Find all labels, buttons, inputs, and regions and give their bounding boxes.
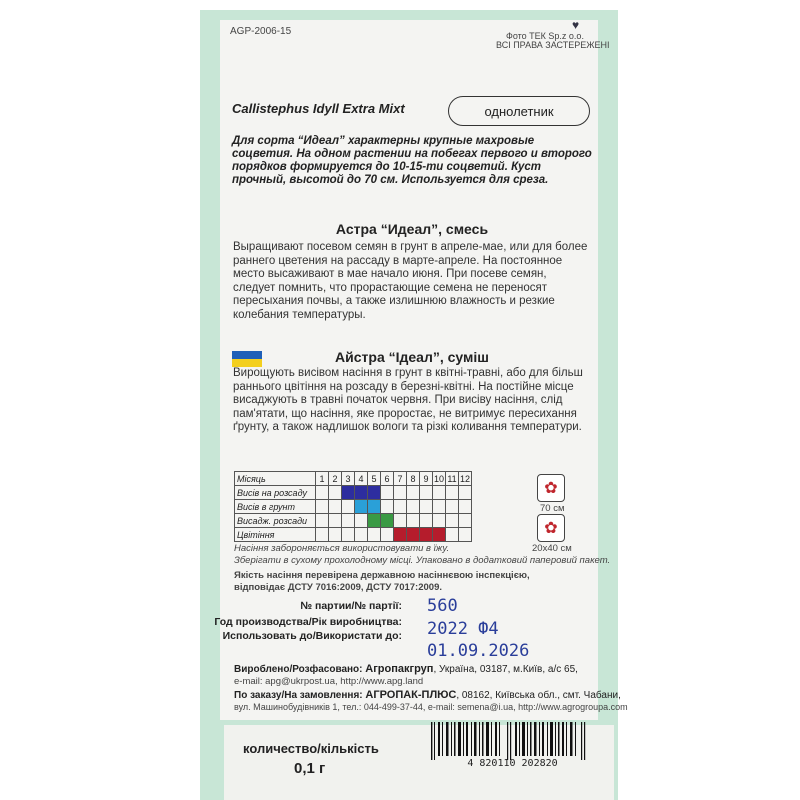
batch-value: 560 xyxy=(427,596,458,616)
ua-title: Айстра “Ідеал”, суміш xyxy=(335,349,489,365)
customer-line-1 xyxy=(234,689,621,701)
calendar-header: Місяць xyxy=(235,472,316,486)
calendar-row-label: Висів на розсаду xyxy=(235,486,316,500)
note-line-4: відповідає ДСТУ 7016:2009, ДСТУ 7017:2009. xyxy=(234,582,442,593)
month-cell: 12 xyxy=(459,473,470,484)
producer-line-1 xyxy=(234,663,578,675)
month-cell: 3 xyxy=(342,472,355,486)
use-until-label: Использовать до/Використати до: xyxy=(222,630,402,642)
annual-badge: однолетник xyxy=(448,96,590,126)
year-value: 2022 Ф4 xyxy=(427,619,499,639)
sowing-calendar xyxy=(234,471,472,542)
ua-description: Вирощують висівом насіння в грунт в квітні-травні, або для більш раннього цвітіння на розсаду в березні-квітні. На постійне місце висаджують в травні початок червня. При висіву насіння, слід пам'ятати, що насіння, яке проростає, не витримує пересихання ґрунту, а також надлишок вологи та різкі коливання температури. xyxy=(233,367,583,433)
intro-text: Для сорта “Идеал” характерны крупные махровые соцветия. На одном растении на побегах первого и второго порядков формируется до 10-15-ти соцветий. Куст прочный, высотой до 70 см. Используется для среза. xyxy=(232,135,592,186)
month-cell: 6 xyxy=(381,472,394,486)
customer-label: По заказу/На замовлення: xyxy=(234,690,363,701)
month-cell: 10 xyxy=(433,473,444,484)
use-until-value: 01.09.2026 xyxy=(427,641,530,661)
calendar-row-label: Висів в грунт xyxy=(235,500,316,514)
producer-address: , Україна, 03187, м.Київ, а/с 65, xyxy=(433,664,578,675)
ru-title: Астра “Идеал”, смесь xyxy=(335,221,489,237)
month-cell: 1 xyxy=(316,472,329,486)
copyright-line-1: Фото ТЕК Sp.z o.o. xyxy=(506,31,584,41)
customer-name: АГРОПАК-ПЛЮС xyxy=(365,689,457,701)
producer-name: Агропакгруп xyxy=(365,663,434,675)
producer-label: Вироблено/Розфасовано: xyxy=(234,664,363,675)
month-cell: 11 xyxy=(447,473,457,484)
year-label: Год производства/Рік виробництва: xyxy=(214,616,402,628)
month-cell: 9 xyxy=(420,472,433,486)
barcode-number: 4 820110 202820 xyxy=(467,758,558,769)
note-line-1: Насіння забороняється використовувати в їжу. xyxy=(234,543,450,554)
plant-height-icon: ✿ xyxy=(537,474,565,502)
month-cell: 8 xyxy=(407,472,420,486)
calendar-row xyxy=(235,486,472,500)
batch-label: № партии/№ партії: xyxy=(300,600,402,612)
latin-title: Callistephus Idyll Extra Mixt xyxy=(232,101,405,116)
calendar-row-label: Висадж. розсади xyxy=(235,514,316,528)
calendar-row xyxy=(235,528,472,542)
note-line-2: Зберігати в сухому прохолодному місці. Упаковано в додатковий паперовий пакет. xyxy=(234,555,611,566)
month-cell: 7 xyxy=(394,472,407,486)
quantity-label: количество/кількість xyxy=(243,741,379,756)
producer-line-2: e-mail: apg@ukrpost.ua, http://www.apg.land xyxy=(234,676,424,687)
calendar-row-label: Цвітіння xyxy=(235,528,316,542)
quantity-value: 0,1 г xyxy=(294,760,326,777)
height-label: 70 см xyxy=(540,503,565,514)
month-cell: 5 xyxy=(368,472,381,486)
product-code: AGP-2006-15 xyxy=(230,26,292,37)
copyright-line-2: ВСІ ПРАВА ЗАСТЕРЕЖЕНІ xyxy=(496,40,610,50)
customer-line-2: вул. Машинобудівників 1, тел.: 044-499-37-44, e-mail: semena@i.ua, http://www.agrogroupa.com xyxy=(234,702,628,712)
ru-description: Выращивают посевом семян в грунт в апреле-мае, или для более раннего цветения на рассаду в марте-апреле. На постоянное место высаживают в мае начало июня. При посеве семян, следует помнить, что прорастающие семена не переносят пересыхания почвы, а также излишнюю влажность и резкие колебания температуры. xyxy=(233,241,588,321)
month-cell: 2 xyxy=(329,472,342,486)
heart-logo-icon: ♥ xyxy=(572,18,580,32)
note-line-3: Якість насіння перевірена державною насіннєвою інспекцією, xyxy=(234,570,530,581)
month-cell: 4 xyxy=(355,472,368,486)
calendar-row xyxy=(235,514,472,528)
spacing-label: 20x40 см xyxy=(532,543,572,554)
customer-address: , 08162, Київська обл., смт. Чабани, xyxy=(456,690,621,701)
plant-spacing-icon: ✿ xyxy=(537,514,565,542)
calendar-row xyxy=(235,500,472,514)
